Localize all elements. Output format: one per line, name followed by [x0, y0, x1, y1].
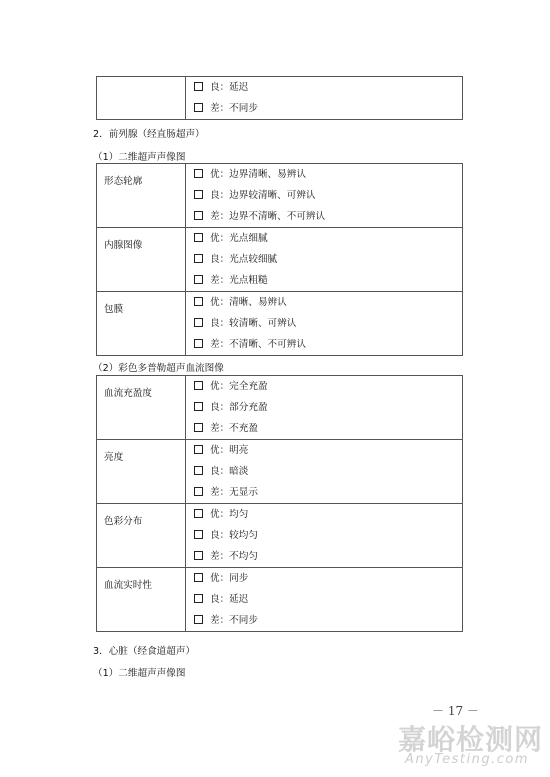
option-item: 优：边界清晰、易辨认	[186, 164, 462, 185]
option-item: 优：明亮	[186, 440, 462, 461]
checkbox-icon	[194, 445, 203, 454]
checkbox-icon	[194, 423, 203, 432]
section-heading-prostate: 2．前列腺（经直肠超声）	[93, 129, 205, 140]
checkbox-icon	[194, 297, 203, 306]
option-item: 差：无显示	[186, 482, 462, 503]
option-item: 差：不同步	[186, 610, 462, 631]
checkbox-icon	[194, 318, 203, 327]
options-cell	[186, 164, 463, 228]
category-cell: 血流实时性	[97, 568, 186, 632]
option-item: 优：均匀	[186, 504, 462, 525]
checkbox-icon	[194, 594, 203, 603]
checkbox-icon	[194, 573, 203, 582]
category-cell: 血流充盈度	[97, 376, 186, 440]
option-item: 差：不充盈	[186, 418, 462, 439]
category-cell	[97, 77, 186, 120]
option-item: 优：同步	[186, 568, 462, 589]
checkbox-icon	[194, 551, 203, 560]
checkbox-icon	[194, 211, 203, 220]
category-cell: 内腺图像	[97, 228, 186, 292]
checkbox-icon	[194, 615, 203, 624]
option-item: 差：不清晰、不可辨认	[186, 334, 462, 355]
options-cell	[186, 376, 463, 440]
checkbox-icon	[194, 402, 203, 411]
option-item: 差：边界不清晰、不可辨认	[186, 206, 462, 227]
table-row	[97, 376, 463, 440]
checkbox-icon	[194, 190, 203, 199]
checkbox-icon	[194, 103, 203, 112]
checkbox-icon	[194, 82, 203, 91]
checkbox-icon	[194, 487, 203, 496]
option-item: 差：光点粗糙	[186, 270, 462, 291]
option-item: 优：清晰、易辨认	[186, 292, 462, 313]
options-cell	[186, 440, 463, 504]
checkbox-icon	[194, 233, 203, 242]
table-row	[97, 228, 463, 292]
option-item: 良：较清晰、可辨认	[186, 313, 462, 334]
option-item: 优：光点细腻	[186, 228, 462, 249]
category-cell: 亮度	[97, 440, 186, 504]
options-cell	[186, 77, 463, 120]
section-heading-heart: 3．心脏（经食道超声）	[93, 646, 196, 657]
table-row	[97, 77, 463, 120]
option-item: 良：边界较清晰、可辨认	[186, 185, 462, 206]
criteria-table-doppler	[96, 375, 463, 632]
options-cell	[186, 504, 463, 568]
checkbox-icon	[194, 275, 203, 284]
options-cell	[186, 228, 463, 292]
category-cell: 包膜	[97, 292, 186, 356]
option-item: 良：光点较细腻	[186, 249, 462, 270]
watermark-cn: 嘉峪检测网	[398, 723, 544, 756]
table-row	[97, 292, 463, 356]
category-cell: 形态轮廓	[97, 164, 186, 228]
option-item: 差：不同步	[186, 98, 462, 119]
option-item: 良：较均匀	[186, 525, 462, 546]
checkbox-icon	[194, 169, 203, 178]
table-row	[97, 504, 463, 568]
category-cell: 色彩分布	[97, 504, 186, 568]
table-row	[97, 568, 463, 632]
criteria-table-2d	[96, 163, 463, 356]
subsection-heading-heart-2d: （1）二维超声声像图	[93, 668, 186, 679]
checkbox-icon	[194, 466, 203, 475]
option-item: 良：部分充盈	[186, 397, 462, 418]
table-row	[97, 164, 463, 228]
checkbox-icon	[194, 381, 203, 390]
page-number: － 17 －	[432, 704, 479, 718]
checkbox-icon	[194, 530, 203, 539]
checkbox-icon	[194, 339, 203, 348]
subsection-heading-2d: （1）二维超声声像图	[93, 152, 186, 163]
option-item: 优：完全充盈	[186, 376, 462, 397]
option-item: 良：暗淡	[186, 461, 462, 482]
watermark-en: AnyTesting.com	[405, 752, 530, 767]
criteria-table-continued	[96, 76, 463, 120]
subsection-heading-doppler: （2）彩色多普勒超声血流图像	[93, 363, 224, 374]
option-item: 差：不均匀	[186, 546, 462, 567]
checkbox-icon	[194, 254, 203, 263]
table-row	[97, 440, 463, 504]
checkbox-icon	[194, 509, 203, 518]
options-cell	[186, 568, 463, 632]
options-cell	[186, 292, 463, 356]
option-item: 良：延迟	[186, 77, 462, 98]
option-item: 良：延迟	[186, 589, 462, 610]
